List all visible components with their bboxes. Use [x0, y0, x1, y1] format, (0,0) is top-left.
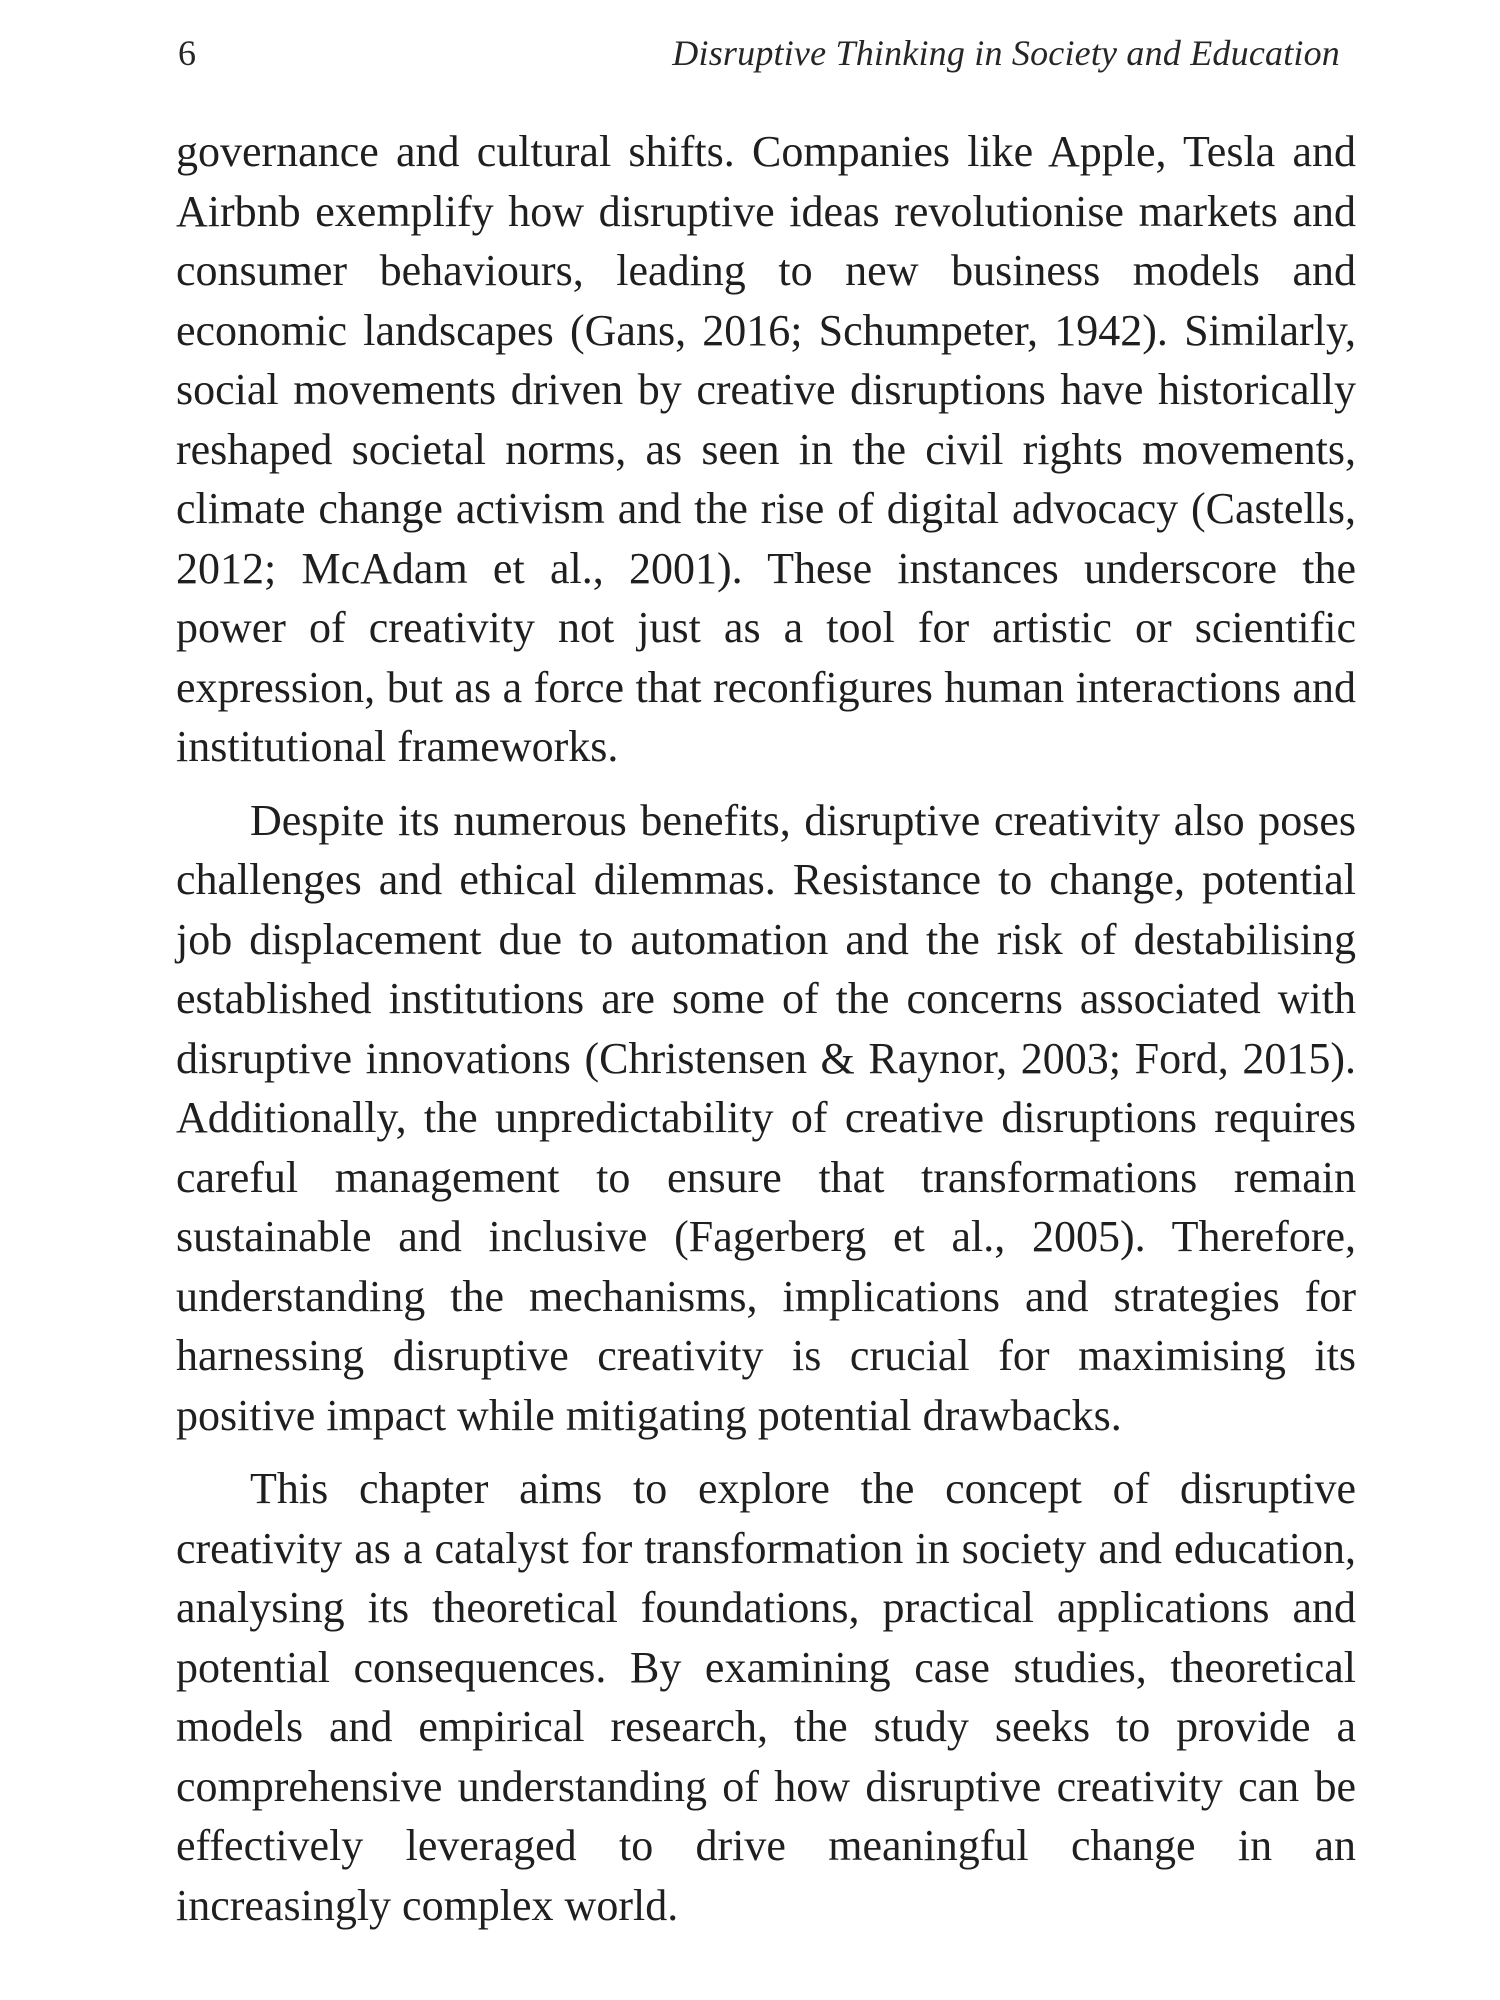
running-title: Disruptive Thinking in Society and Education	[672, 33, 1340, 73]
paragraph-challenges: Despite its numerous benefits, disruptive creativity also poses challenges and ethical dilemmas. Resistance to change, potential job displacement due to automation and the risk of destabilising established institutions are some of the concerns associated with disruptive innovations (Christensen & Raynor, 2003; Ford, 2015). Additionally, the unpredictability of creative disruptions requires careful management to ensure that transformations remain sustainable and inclusive (Fagerberg et al., 2005). Therefore, understanding the mechanisms, implications and strategies for harnessing disruptive creativity is crucial for maximising its positive impact while mitigating potential drawbacks.	[176, 795, 1356, 1440]
paragraph-chapter-aims: This chapter aims to explore the concept of disruptive creativity as a catalyst for transformation in society and education, analysing its theoretical foundations, practical applications and potential consequences. By examining case studies, theoretical models and empirical research, the study seeks to provide a comprehensive understanding of how disruptive creativity can be effectively leveraged to drive meaningful change in an increasingly complex world.	[176, 1464, 1356, 1930]
body-text	[176, 122, 1356, 1935]
paragraph-continuation: governance and cultural shifts. Companies like Apple, Tesla and Airbnb exemplify how disruptive ideas revolutionise markets and consumer behaviours, leading to new business models and economic landscapes (Gans, 2016; Schumpeter, 1942). Similarly, social movements driven by creative disruptions have historically reshaped societal norms, as seen in the civil rights movements, climate change activism and the rise of digital advocacy (Castells, 2012; McAdam et al., 2001). These instances underscore the power of creativity not just as a tool for artistic or scientific expression, but as a force that reconfigures human interactions and institutional frameworks.	[176, 127, 1356, 771]
page-number: 6	[178, 33, 196, 73]
running-header	[178, 28, 1340, 78]
